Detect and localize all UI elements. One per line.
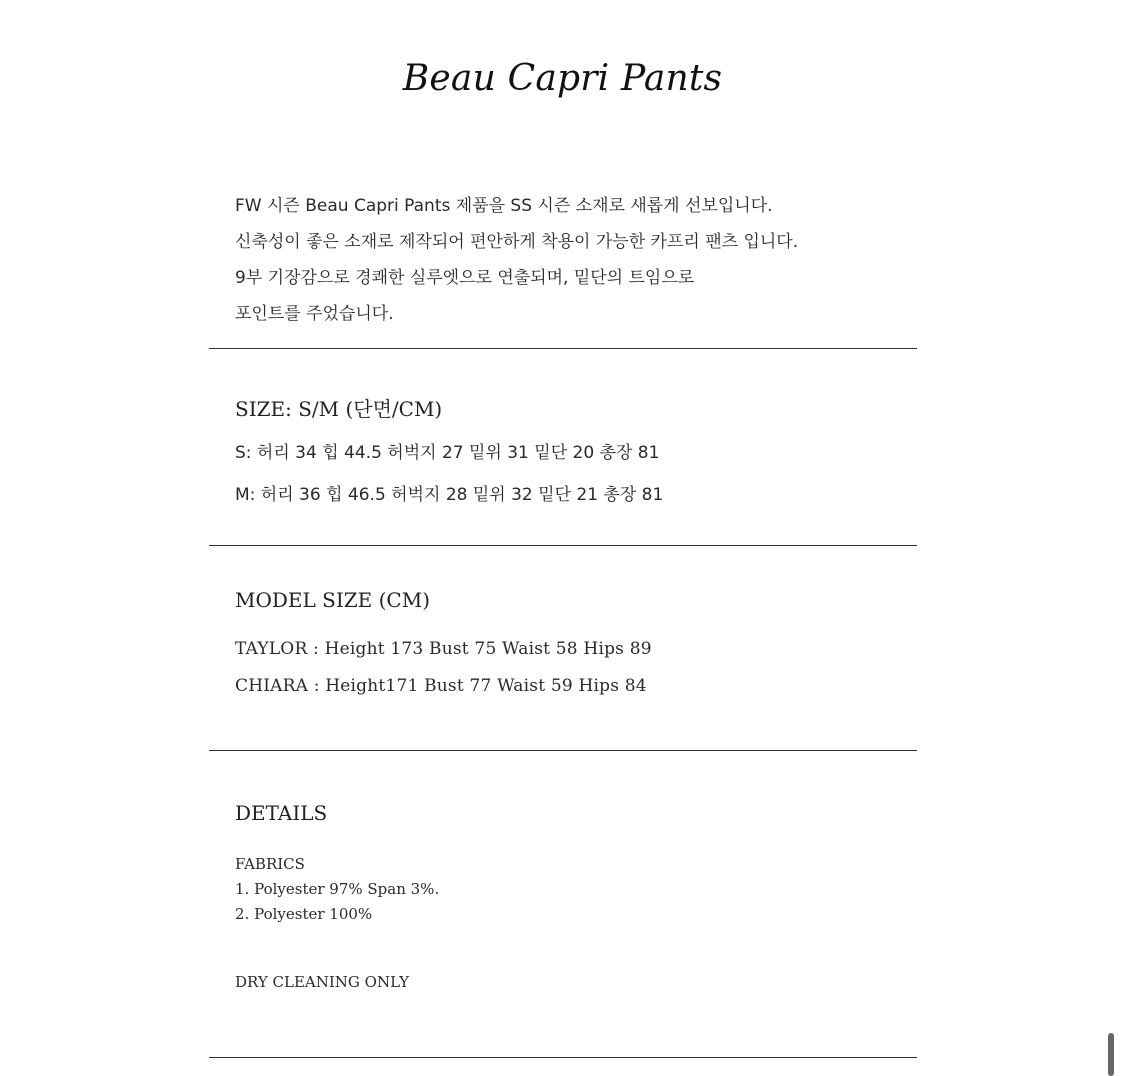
size-row-m: M: 허리 36 힙 46.5 허벅지 28 밑위 32 밑단 21 총장 81 bbox=[235, 485, 664, 505]
size-row-s: S: 허리 34 힙 44.5 허벅지 27 밑위 31 밑단 20 총장 81 bbox=[235, 443, 660, 463]
fabric-item: 2. Polyester 100% bbox=[235, 905, 373, 923]
model-row-chiara: CHIARA : Height171 Bust 77 Waist 59 Hips 84 bbox=[235, 676, 647, 696]
section-divider bbox=[209, 545, 917, 546]
size-heading: SIZE: S/M (단면/CM) bbox=[235, 397, 443, 421]
description-line: FW 시즌 Beau Capri Pants 제품을 SS 시즌 소재로 새롭게 선보입니다. bbox=[235, 196, 773, 216]
description-line: 포인트를 주었습니다. bbox=[235, 304, 394, 324]
fabrics-label: FABRICS bbox=[235, 855, 305, 873]
section-divider bbox=[209, 348, 917, 349]
model-size-heading: MODEL SIZE (CM) bbox=[235, 588, 430, 612]
description-line: 신축성이 좋은 소재로 제작되어 편안하게 착용이 가능한 카프리 팬츠 입니다. bbox=[235, 232, 799, 252]
section-divider bbox=[209, 750, 917, 751]
details-heading: DETAILS bbox=[235, 801, 328, 825]
product-description bbox=[235, 188, 935, 332]
fabric-item: 1. Polyester 97% Span 3%. bbox=[235, 880, 440, 898]
model-row-taylor: TAYLOR : Height 173 Bust 75 Waist 58 Hips 89 bbox=[235, 639, 652, 659]
section-divider bbox=[209, 1057, 917, 1058]
care-instructions: DRY CLEANING ONLY bbox=[235, 973, 410, 991]
description-line: 9부 기장감으로 경쾌한 실루엣으로 연출되며, 밑단의 트임으로 bbox=[235, 268, 695, 288]
scrollbar-thumb[interactable] bbox=[1108, 1033, 1114, 1076]
product-title: Beau Capri Pants bbox=[402, 58, 723, 99]
